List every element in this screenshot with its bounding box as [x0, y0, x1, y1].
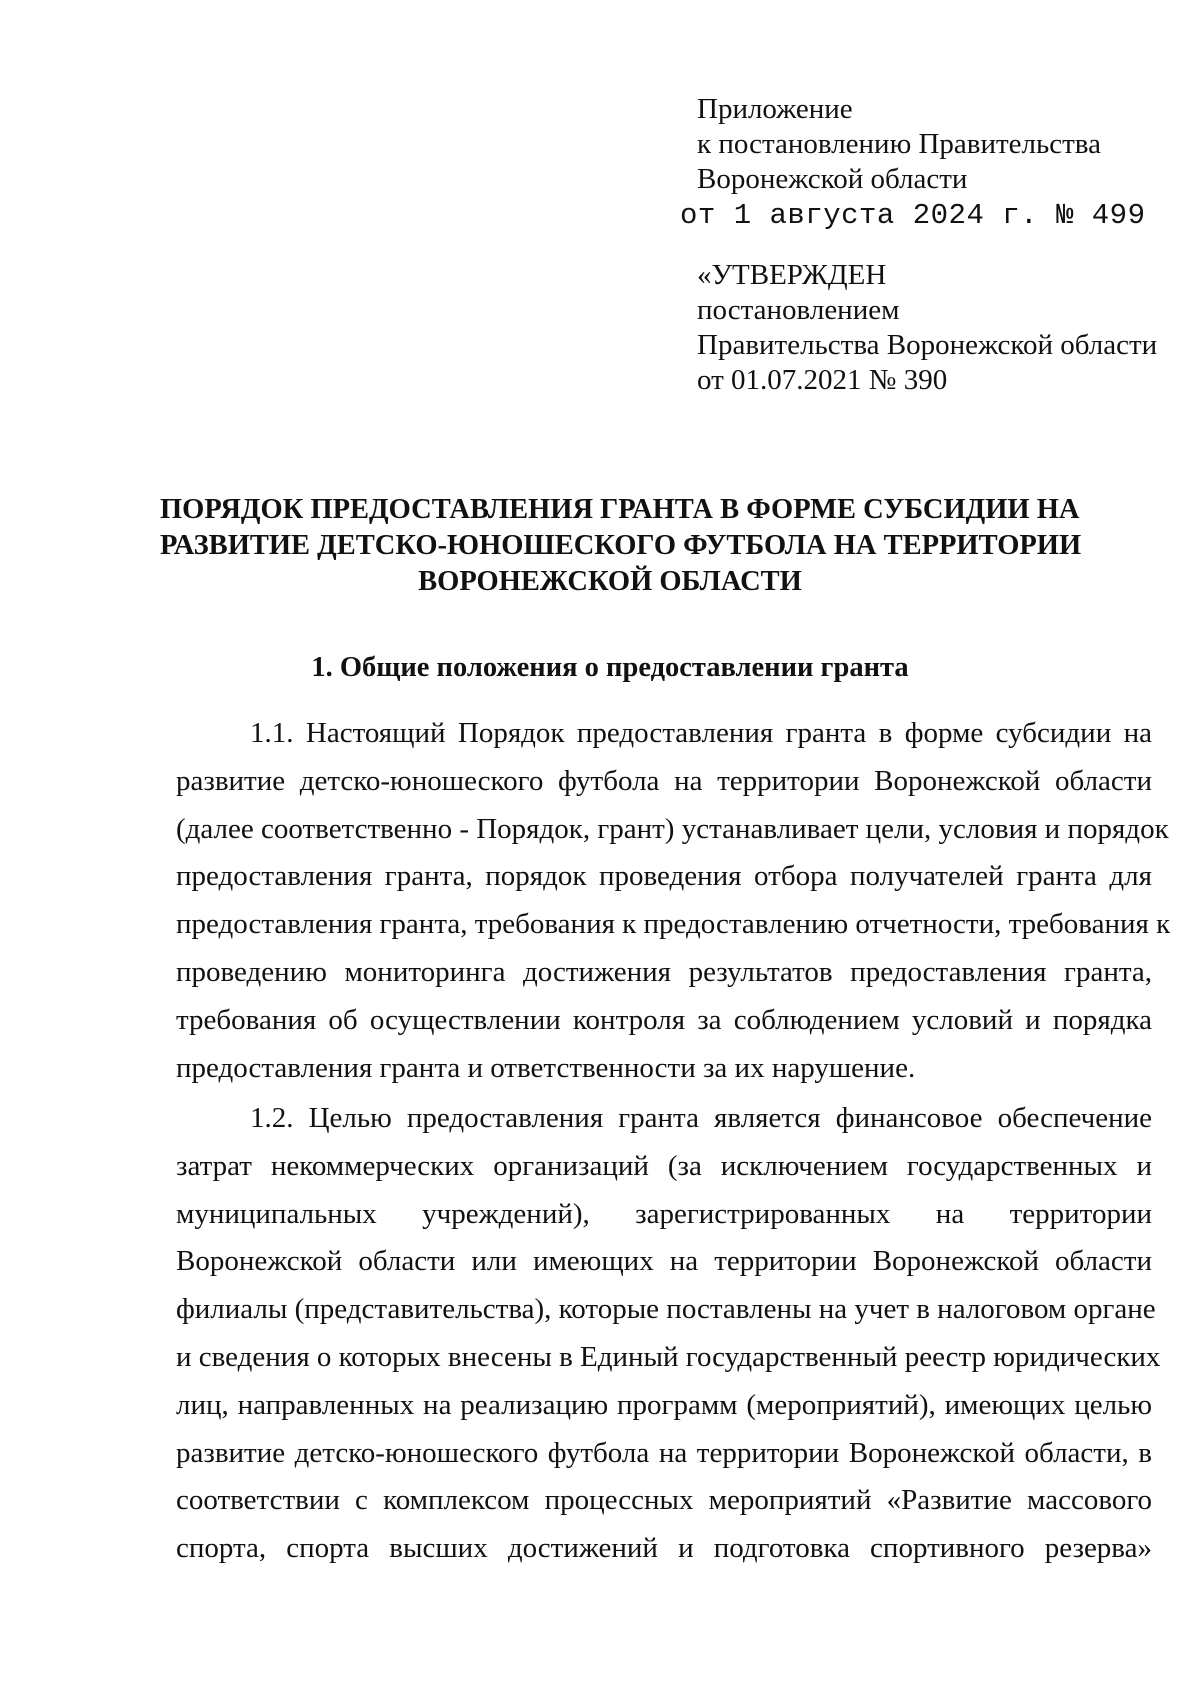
appendix-line: Приложение [697, 93, 853, 125]
paragraph-line: соответствии с комплексом процессных мероприятий «Развитие массового [176, 1484, 1152, 1517]
approved-line: «УТВЕРЖДЕН [697, 259, 887, 291]
appendix-line: к постановлению Правительства [697, 128, 1101, 160]
paragraph-line: развитие детско-юношеского футбола на территории Воронежской области, в [176, 1436, 1152, 1469]
paragraph-line: развитие детско-юношеского футбола на территории Воронежской области [176, 764, 1152, 797]
appendix-block [697, 92, 1101, 197]
approved-line: от 01.07.2021 № 390 [697, 364, 948, 396]
approved-line: постановлением [697, 294, 900, 326]
paragraph-line: спорта, спорта высших достижений и подготовка спортивного резерва» [176, 1532, 1152, 1565]
section-heading: 1. Общие положения о предоставлении гранта [311, 652, 909, 683]
paragraph-line: предоставления гранта, порядок проведения отбора получателей гранта для [176, 860, 1152, 893]
paragraph-1-2 [176, 1095, 1161, 1573]
paragraph-line: требования об осуществлении контроля за соблюдением условий и порядка [176, 1003, 1152, 1036]
paragraph-1-1 [176, 710, 1171, 1092]
appendix-line: Воронежской области [697, 163, 968, 195]
paragraph-line: и сведения о которых внесены в Единый государственный реестр юридических [176, 1340, 1161, 1373]
resolution-date-stamp: от 1 августа 2024 г. № 499 [680, 199, 1146, 232]
paragraph-line: муниципальных учреждений), зарегистрированных на территории [176, 1197, 1152, 1230]
title-line: РАЗВИТИЕ ДЕТСКО-ЮНОШЕСКОГО ФУТБОЛА НА ТЕРРИТОРИИ [160, 530, 1082, 561]
approved-block [697, 258, 1157, 398]
paragraph-line: 1.2. Целью предоставления гранта является финансовое обеспечение [250, 1102, 1152, 1134]
title-line: ПОРЯДОК ПРЕДОСТАВЛЕНИЯ ГРАНТА В ФОРМЕ СУБСИДИИ НА [160, 494, 1080, 525]
paragraph-line: предоставления гранта и ответственности за их нарушение. [176, 1051, 916, 1084]
paragraph-line: (далее соответственно - Порядок, грант) устанавливает цели, условия и порядок [176, 812, 1169, 845]
paragraph-line: Воронежской области или имеющих на территории Воронежской области [176, 1245, 1152, 1278]
paragraph-line: проведению мониторинга достижения результатов предоставления гранта, [176, 955, 1152, 988]
paragraph-line: затрат некоммерческих организаций (за исключением государственных и [176, 1149, 1152, 1182]
paragraph-line: лиц, направленных на реализацию программ (мероприятий), имеющих целью [176, 1388, 1152, 1421]
document-title [160, 492, 1082, 600]
title-line: ВОРОНЕЖСКОЙ ОБЛАСТИ [418, 566, 802, 597]
paragraph-line: 1.1. Настоящий Порядок предоставления гранта в форме субсидии на [250, 717, 1152, 749]
paragraph-line: филиалы (представительства), которые поставлены на учет в налоговом органе [176, 1293, 1156, 1326]
approved-line: Правительства Воронежской области [697, 329, 1158, 361]
paragraph-line: предоставления гранта, требования к предоставлению отчетности, требования к [176, 908, 1171, 941]
